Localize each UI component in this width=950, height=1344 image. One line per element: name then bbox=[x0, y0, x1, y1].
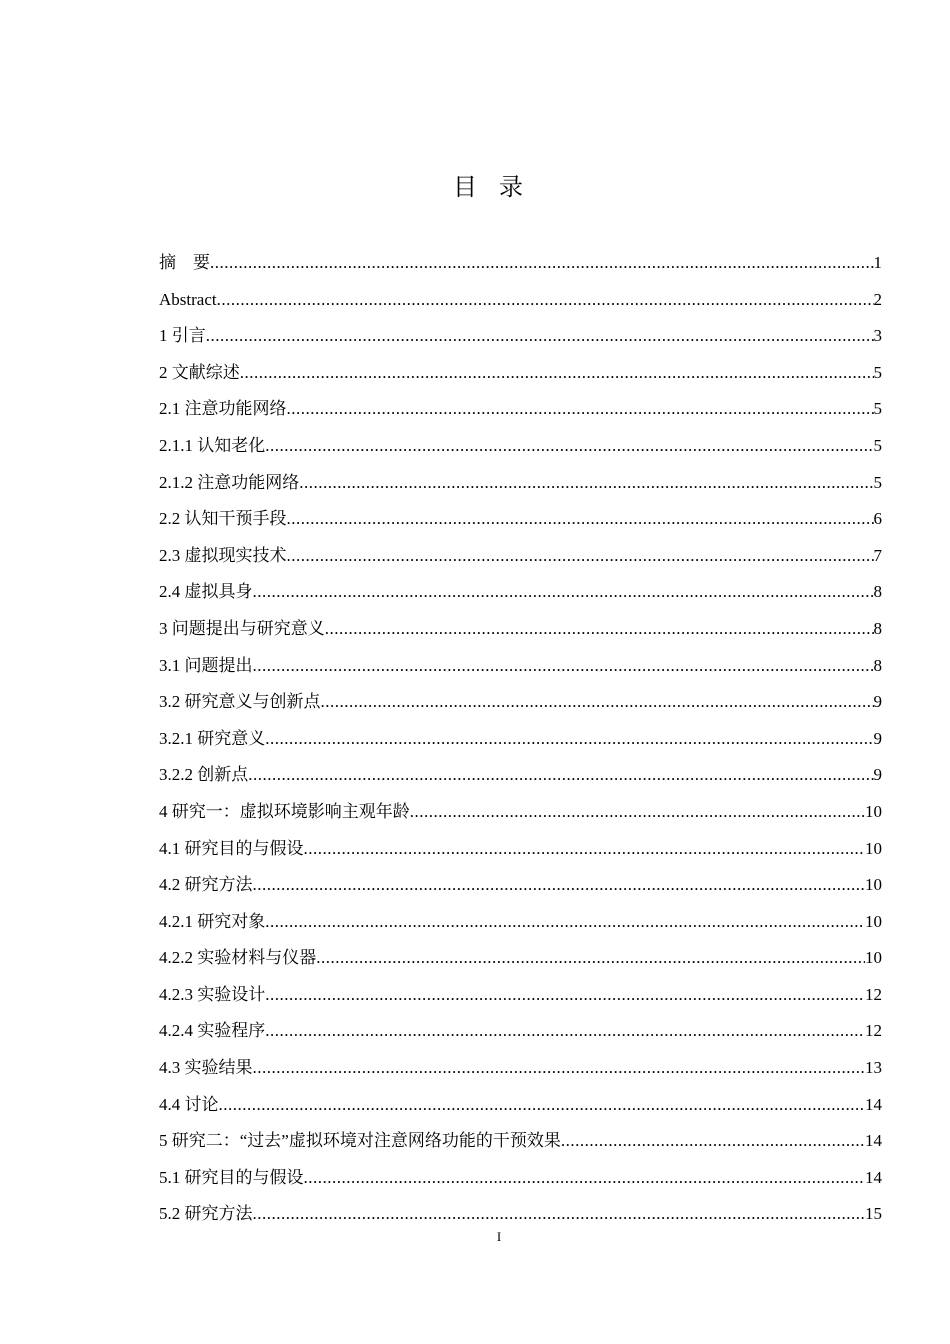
toc-entry[interactable] bbox=[159, 1126, 882, 1163]
toc-entry[interactable] bbox=[159, 614, 882, 651]
toc-entry-label: 4.1 研究目的与假设 bbox=[159, 838, 304, 858]
toc-leader-dots bbox=[316, 943, 865, 973]
toc-leader-dots bbox=[561, 1126, 865, 1156]
toc-entry[interactable] bbox=[159, 651, 882, 688]
toc-entry[interactable] bbox=[159, 541, 882, 578]
toc-entry[interactable] bbox=[159, 504, 882, 541]
toc-entry[interactable] bbox=[159, 724, 882, 761]
toc-entry-label: 5.1 研究目的与假设 bbox=[159, 1167, 304, 1187]
toc-entry-label: 4.2.4 实验程序 bbox=[159, 1021, 266, 1041]
toc-entry-label: 3.2.1 研究意义 bbox=[159, 728, 266, 748]
toc-leader-dots bbox=[253, 1199, 866, 1229]
toc-entry-label: 4.2.1 研究对象 bbox=[159, 911, 266, 931]
toc-leader-dots bbox=[321, 687, 874, 717]
toc-leader-dots bbox=[210, 248, 874, 278]
toc-leader-dots bbox=[410, 797, 865, 827]
toc-entry-page: 12 bbox=[865, 984, 882, 1004]
toc-entry-label: 2.2 认知干预手段 bbox=[159, 509, 287, 529]
toc-entry[interactable] bbox=[159, 431, 882, 468]
toc-entry-label: 2.1.1 认知老化 bbox=[159, 435, 266, 455]
toc-entry-page: 1 bbox=[873, 253, 882, 272]
toc-title: 目录 bbox=[453, 173, 545, 201]
toc-leader-dots bbox=[248, 760, 873, 790]
toc-entry-page: 15 bbox=[865, 1204, 882, 1224]
toc-entry-page: 14 bbox=[865, 1167, 882, 1187]
toc-entry[interactable] bbox=[159, 321, 882, 358]
toc-entry[interactable] bbox=[159, 760, 882, 797]
toc-leader-dots bbox=[287, 394, 874, 424]
toc-leader-dots bbox=[265, 724, 873, 754]
toc-entry-page: 5 bbox=[873, 399, 882, 419]
toc-entry-label: 3.2 研究意义与创新点 bbox=[159, 692, 321, 712]
toc-entry[interactable] bbox=[159, 1053, 882, 1090]
toc-entry[interactable] bbox=[159, 687, 882, 724]
toc-entry-page: 8 bbox=[873, 655, 882, 675]
page-number: I bbox=[496, 1229, 502, 1244]
toc-leader-dots bbox=[265, 907, 865, 937]
toc-entry-page: 3 bbox=[873, 326, 882, 346]
toc-entry-page: 9 bbox=[873, 728, 882, 748]
toc-entry-page: 2 bbox=[873, 289, 882, 309]
toc-entry-page: 9 bbox=[873, 692, 882, 712]
toc-leader-dots bbox=[304, 1163, 866, 1193]
toc-entry-label: 2.1 注意功能网络 bbox=[159, 399, 287, 419]
toc-entry-label: 5 研究二：“过去”虚拟环境对注意网络功能的干预效果 bbox=[159, 1131, 561, 1151]
toc-leader-dots bbox=[253, 1053, 866, 1083]
toc-entry[interactable] bbox=[159, 394, 882, 431]
toc-entry-page: 8 bbox=[873, 582, 882, 602]
toc-leader-dots bbox=[299, 468, 873, 498]
toc-entry-label: 4.3 实验结果 bbox=[159, 1058, 253, 1078]
toc-entry-label: 2.1.2 注意功能网络 bbox=[159, 472, 300, 492]
toc-entry[interactable] bbox=[159, 1090, 882, 1127]
toc-entry-page: 7 bbox=[873, 545, 882, 565]
toc-entry[interactable] bbox=[159, 248, 882, 285]
toc-entry-page: 10 bbox=[865, 838, 882, 858]
toc-entry-label: 4.2.3 实验设计 bbox=[159, 984, 266, 1004]
toc-entry[interactable] bbox=[159, 577, 882, 614]
toc-entry-label: 3.2.2 创新点 bbox=[159, 765, 249, 785]
toc-entry[interactable] bbox=[159, 468, 882, 505]
toc-entry-label: 3.1 问题提出 bbox=[159, 655, 253, 675]
toc-leader-dots bbox=[265, 1016, 865, 1046]
toc-entry-label: 2 文献综述 bbox=[159, 362, 240, 382]
toc-entry-label: 2.4 虚拟具身 bbox=[159, 582, 253, 602]
toc-entry-label: 4.4 讨论 bbox=[159, 1094, 219, 1114]
toc-entry[interactable] bbox=[159, 980, 882, 1017]
toc-leader-dots bbox=[253, 870, 866, 900]
toc-entry-page: 8 bbox=[873, 618, 882, 638]
toc-entry-label: 5.2 研究方法 bbox=[159, 1204, 253, 1224]
toc-entry-label: 4.2 研究方法 bbox=[159, 875, 253, 895]
toc-leader-dots bbox=[219, 1090, 866, 1120]
toc-entry-page: 13 bbox=[865, 1058, 882, 1078]
toc-entry[interactable] bbox=[159, 834, 882, 871]
toc-list bbox=[159, 248, 882, 1236]
toc-leader-dots bbox=[287, 541, 874, 571]
toc-entry-label: 3 问题提出与研究意义 bbox=[159, 618, 325, 638]
toc-leader-dots bbox=[265, 980, 865, 1010]
toc-leader-dots bbox=[206, 321, 874, 351]
toc-entry[interactable] bbox=[159, 1016, 882, 1053]
toc-entry-page: 14 bbox=[865, 1094, 882, 1114]
toc-entry[interactable] bbox=[159, 1163, 882, 1200]
toc-entry-page: 5 bbox=[873, 472, 882, 492]
toc-entry-label: 4 研究一：虚拟环境影响主观年龄 bbox=[159, 801, 410, 821]
toc-leader-dots bbox=[253, 577, 874, 607]
toc-entry-page: 10 bbox=[865, 875, 882, 895]
toc-entry-page: 5 bbox=[873, 435, 882, 455]
toc-leader-dots bbox=[265, 431, 873, 461]
toc-entry-label: 4.2.2 实验材料与仪器 bbox=[159, 948, 317, 968]
toc-leader-dots bbox=[217, 285, 874, 315]
toc-entry-page: 5 bbox=[873, 362, 882, 382]
toc-entry[interactable] bbox=[159, 907, 882, 944]
toc-entry-page: 10 bbox=[865, 948, 882, 968]
toc-entry-label: 1 引言 bbox=[159, 326, 206, 346]
toc-leader-dots bbox=[287, 504, 874, 534]
toc-entry[interactable] bbox=[159, 358, 882, 395]
toc-entry-page: 14 bbox=[865, 1131, 882, 1151]
toc-entry[interactable] bbox=[159, 797, 882, 834]
toc-entry[interactable] bbox=[159, 943, 882, 980]
toc-entry-page: 9 bbox=[873, 765, 882, 785]
toc-entry-page: 6 bbox=[873, 509, 882, 529]
toc-leader-dots bbox=[325, 614, 874, 644]
toc-leader-dots bbox=[240, 358, 874, 388]
toc-entry-page: 10 bbox=[865, 911, 882, 931]
toc-entry-page: 10 bbox=[865, 801, 882, 821]
toc-entry[interactable] bbox=[159, 285, 882, 322]
toc-leader-dots bbox=[304, 834, 866, 864]
toc-leader-dots bbox=[253, 651, 874, 681]
toc-entry[interactable] bbox=[159, 870, 882, 907]
toc-entry-page: 12 bbox=[865, 1021, 882, 1041]
toc-entry-label: 摘 要 bbox=[159, 253, 210, 272]
toc-entry-label: 2.3 虚拟现实技术 bbox=[159, 545, 287, 565]
toc-entry-label: Abstract bbox=[159, 289, 217, 309]
